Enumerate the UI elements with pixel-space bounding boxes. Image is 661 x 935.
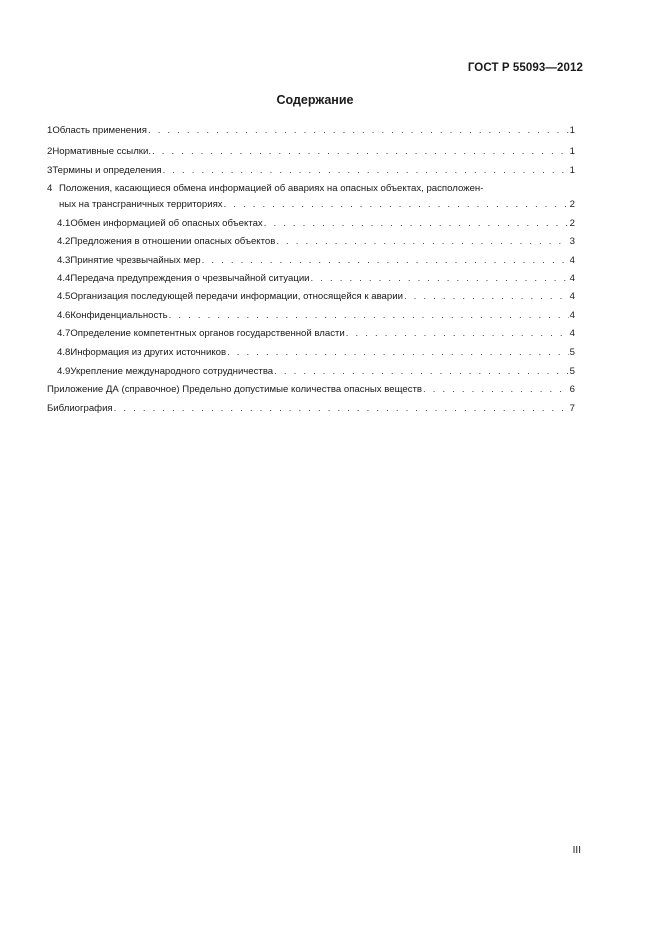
toc-entry-label: Положения, касающиеся обмена информацией об авариях на опасных объектах, расположен- [59,183,484,194]
toc-entry-number: 4.9 [57,366,71,377]
toc-entry-page: 2 [569,199,575,210]
toc-entry-page: 5 [569,366,575,377]
dot-leader [276,236,568,247]
toc-entry-label: Предложения в отношении опасных объектов [70,236,276,247]
toc-entry-number: 4.6 [57,310,71,321]
toc-entry-label: Информация из других источников [70,347,227,358]
toc-entry-4-5[interactable] [57,291,575,305]
toc-entry-number: 4.7 [57,328,71,339]
dot-leader [227,347,569,358]
toc-entry-label: Нормативные ссылки. [52,146,152,157]
dot-leader [163,165,569,176]
toc-entry-number: 4.5 [57,291,71,302]
toc-entry-1[interactable] [47,125,575,139]
toc-entry-label: Конфиденциальность [70,310,168,321]
dot-leader [152,146,569,157]
toc-entry-4-9[interactable] [57,366,575,380]
toc-entry-number: 4.8 [57,347,71,358]
page-number: III [572,845,581,856]
dot-leader [202,255,569,266]
toc-entry-4-line1[interactable] [47,183,575,197]
toc-entry-page: 4 [569,273,575,284]
toc-entry-page: 4 [569,291,575,302]
dot-leader [224,199,569,210]
toc-entry-4-8[interactable] [57,347,575,361]
toc-entry-number: 3 [47,165,53,176]
toc-entry-label: Библиография [47,403,113,414]
toc-entry-page: 7 [569,403,575,414]
toc-entry-page: 4 [569,310,575,321]
toc-entry-label: Укрепление международного сотрудничества [70,366,274,377]
toc-entry-label: Приложение ДА (справочное) Предельно допустимые количества опасных веществ [47,384,422,395]
toc-entry-page: 1 [569,146,575,157]
dot-leader [423,384,569,395]
toc-entry-number: 2 [47,146,53,157]
toc-entry-page: 4 [569,328,575,339]
toc-entry-bibliography[interactable] [47,403,575,417]
toc-entry-page: 1 [569,125,575,136]
toc-entry-number: 4.3 [57,255,71,266]
toc-entry-label: ных на трансграничных территориях [59,199,223,210]
toc-entry-page: 3 [569,236,575,247]
toc-entry-number: 4.1 [57,218,71,229]
dot-leader [114,403,569,414]
toc-entry-page: 2 [569,218,575,229]
toc-entry-4-4[interactable] [57,273,575,287]
toc-entry-page: 4 [569,255,575,266]
toc-entry-4-3[interactable] [57,255,575,269]
toc-entry-4-7[interactable] [57,328,575,342]
toc-entry-label: Область применения [52,125,147,136]
dot-leader [169,310,569,321]
standard-code: ГОСТ Р 55093—2012 [467,62,583,74]
dot-leader [346,328,569,339]
toc-entry-label: Принятие чрезвычайных мер [70,255,201,266]
toc-entry-number: 4 [47,183,53,194]
toc-entry-4-6[interactable] [57,310,575,324]
dot-leader [274,366,569,377]
toc-entry-4-1[interactable] [57,218,575,232]
toc-entry-number: 4.4 [57,273,71,284]
toc-entry-label: Организация последующей передачи информации, относящейся к аварии [70,291,403,302]
dot-leader [311,273,569,284]
toc-entry-4-2[interactable] [57,236,575,250]
toc-entry-label: Передача предупреждения о чрезвычайной ситуации [70,273,310,284]
toc-entry-2[interactable] [47,146,575,160]
toc-entry-3[interactable] [47,165,575,179]
dot-leader [264,218,569,229]
dot-leader [404,291,569,302]
toc-entry-page: 1 [569,165,575,176]
toc-entry-label: Определение компетентных органов государственной власти [70,328,345,339]
toc-entry-number: 4.2 [57,236,71,247]
toc-entry-label: Обмен информацией об опасных объектах [70,218,263,229]
toc-entry-appendix-da[interactable] [47,384,575,398]
toc-title: Содержание [276,93,354,107]
toc-entry-number: 1 [47,125,53,136]
dot-leader [148,125,569,136]
toc-entry-page: 5 [569,347,575,358]
toc-entry-4-line2[interactable] [59,199,575,213]
toc-entry-page: 6 [569,384,575,395]
toc-entry-label: Термины и определения [52,165,162,176]
